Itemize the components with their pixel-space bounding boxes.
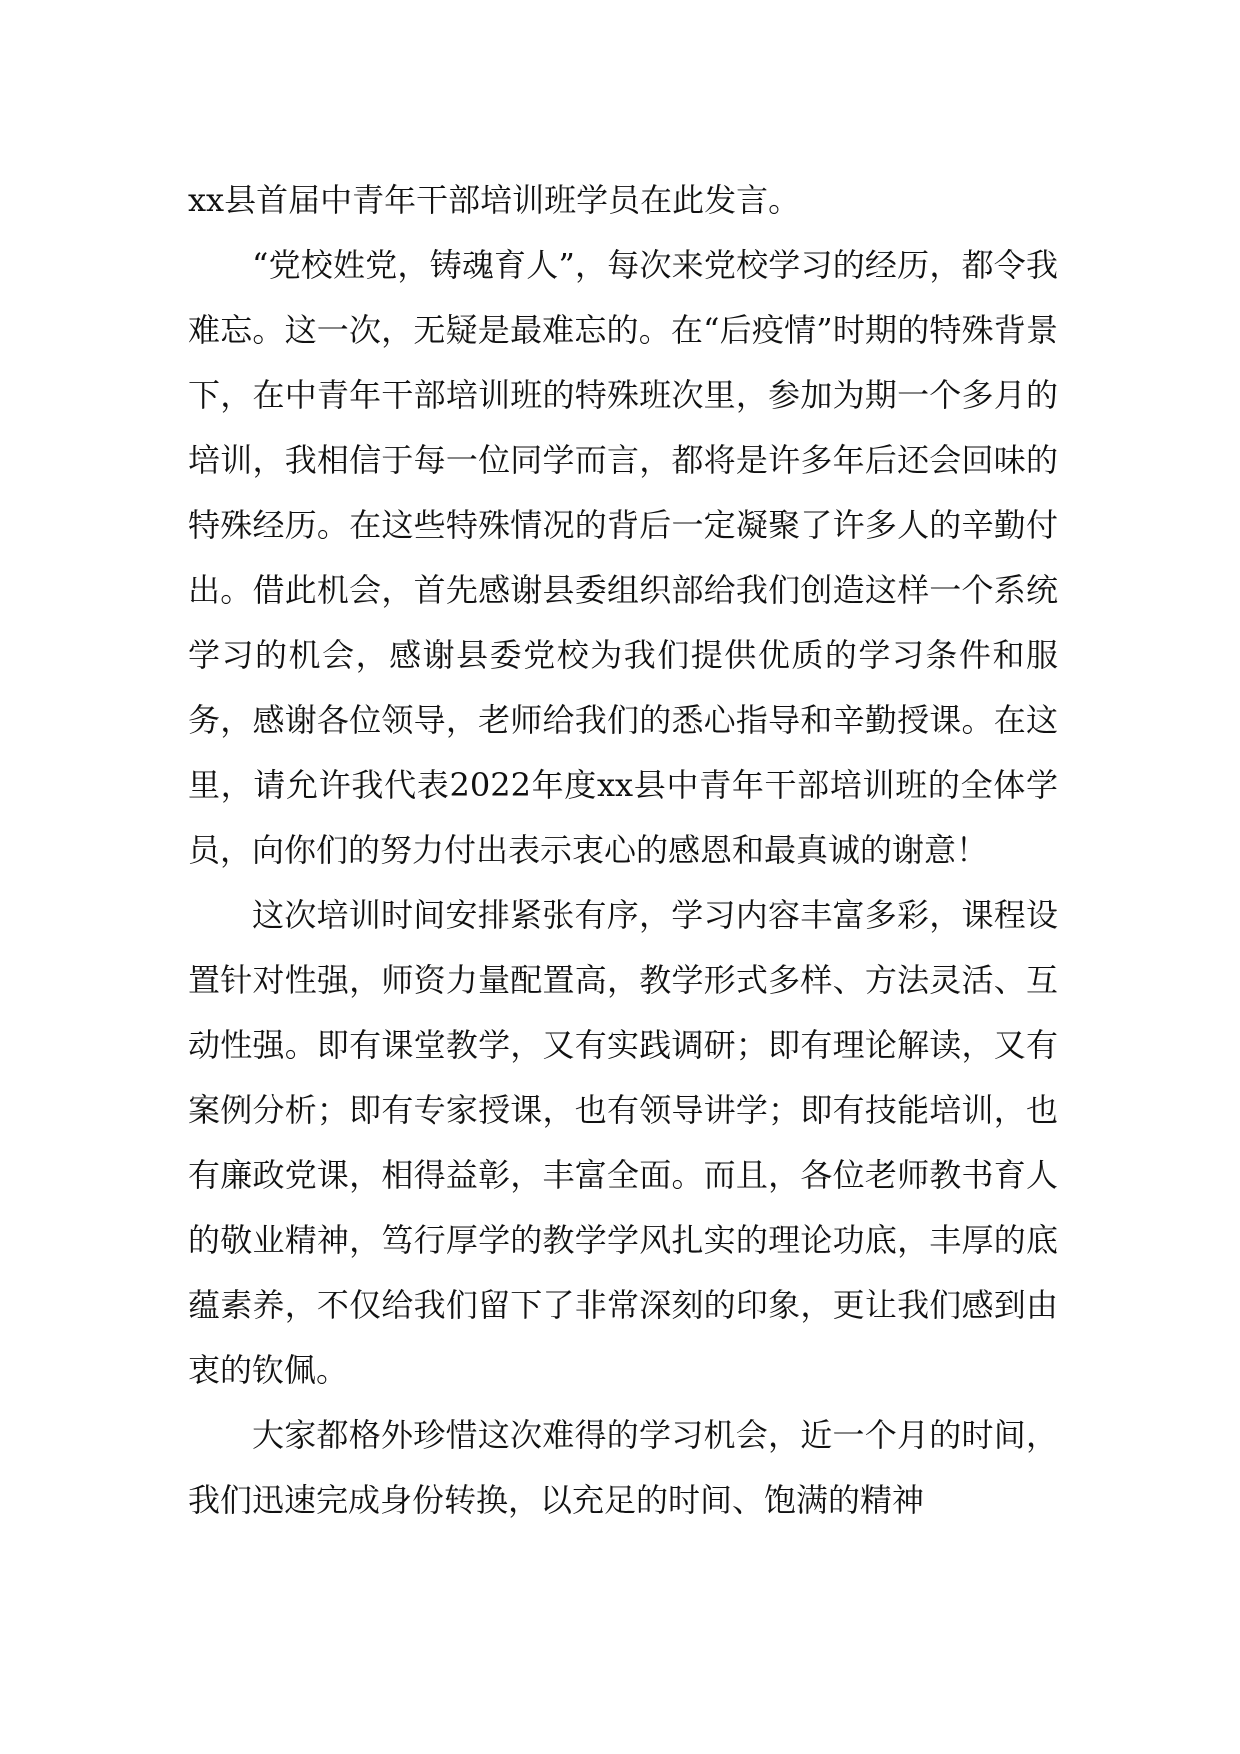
paragraph-4: 大家都格外珍惜这次难得的学习机会，近一个月的时间，我们迅速完成身份转换，以充足的时间、饱满的精神 — [188, 1416, 1058, 1519]
paragraph-2: “党校姓党，铸魂育人”，每次来党校学习的经历，都令我难忘。这一次，无疑是最难忘的。在“后疫情”时期的特殊背景下，在中青年干部培训班的特殊班次里，参加为期一个多月的培训，我相信于每一位同学而言，都将是许多年后还会回味的特殊经历。在这些特殊情况的背后一定凝聚了许多人的辛勤付出。借此机会，首先感谢县委组织部给我们创造这样一个系统学习的机会，感谢县委党校为我们提供优质的学习条件和服务，感谢各位领导，老师给我们的悉心指导和辛勤授课。在这里，请允许我代表2022年度xx县中青年干部培训班的全体学员，向你们的努力付出表示衷心的感恩和最真诚的谢意！ — [188, 246, 1058, 869]
document-body — [188, 168, 1058, 1533]
paragraph-3: 这次培训时间安排紧张有序，学习内容丰富多彩，课程设置针对性强，师资力量配置高，教学形式多样、方法灵活、互动性强。即有课堂教学，又有实践调研；即有理论解读，又有案例分析；即有专家授课，也有领导讲学；即有技能培训，也有廉政党课，相得益彰，丰富全面。而且，各位老师教书育人的敬业精神，笃行厚学的教学学风扎实的理论功底，丰厚的底蕴素养，不仅给我们留下了非常深刻的印象，更让我们感到由衷的钦佩。 — [188, 896, 1058, 1389]
paragraph-1: xx县首届中青年干部培训班学员在此发言。 — [188, 181, 801, 219]
